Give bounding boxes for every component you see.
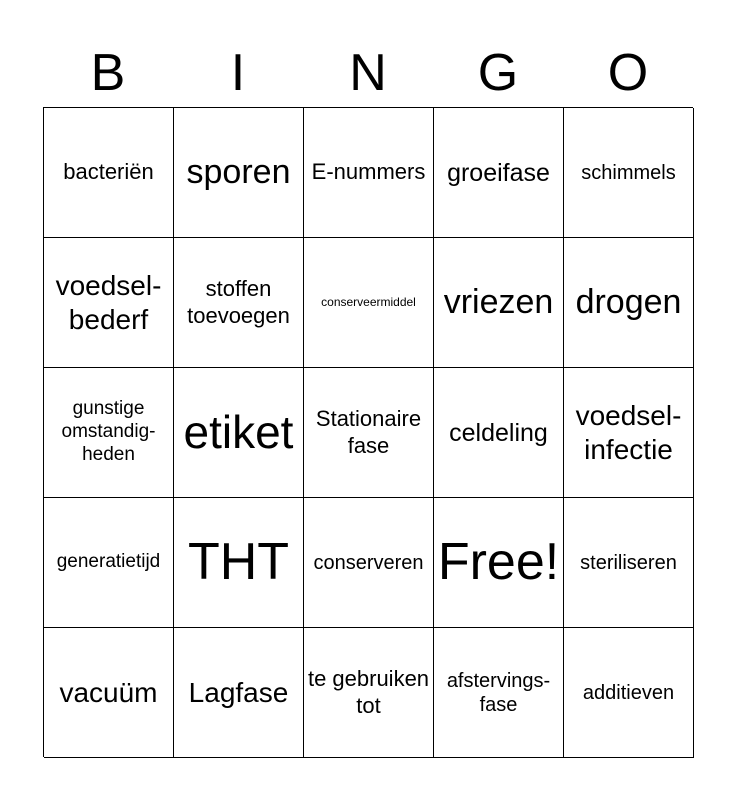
bingo-cell[interactable]: voedsel-infectie bbox=[564, 368, 694, 498]
bingo-cell[interactable]: drogen bbox=[564, 238, 694, 368]
bingo-header bbox=[43, 40, 693, 106]
bingo-cell[interactable]: conserveren bbox=[304, 498, 434, 628]
bingo-cell[interactable]: conserveermiddel bbox=[304, 238, 434, 368]
bingo-cell[interactable]: Lagfase bbox=[174, 628, 304, 758]
bingo-cell[interactable]: generatietijd bbox=[44, 498, 174, 628]
bingo-cell[interactable]: vacuüm bbox=[44, 628, 174, 758]
header-letter-n: N bbox=[349, 44, 387, 102]
bingo-cell[interactable]: gunstige omstandig-heden bbox=[44, 368, 174, 498]
bingo-cell[interactable]: celdeling bbox=[434, 368, 564, 498]
header-letter-i: I bbox=[230, 44, 246, 102]
bingo-cell[interactable]: etiket bbox=[174, 368, 304, 498]
bingo-cell[interactable]: afstervings-fase bbox=[434, 628, 564, 758]
bingo-cell[interactable]: additieven bbox=[564, 628, 694, 758]
bingo-cell[interactable]: THT bbox=[174, 498, 304, 628]
bingo-cell[interactable]: groeifase bbox=[434, 108, 564, 238]
bingo-board bbox=[43, 107, 693, 757]
bingo-cell[interactable]: voedsel-bederf bbox=[44, 238, 174, 368]
free-space-cell[interactable]: Free! bbox=[434, 498, 564, 628]
bingo-cell[interactable]: stoffen toevoegen bbox=[174, 238, 304, 368]
header-letter-b: B bbox=[90, 44, 126, 102]
bingo-cell[interactable]: E-nummers bbox=[304, 108, 434, 238]
header-letter-o: O bbox=[607, 44, 649, 102]
bingo-cell[interactable]: vriezen bbox=[434, 238, 564, 368]
bingo-cell[interactable]: sporen bbox=[174, 108, 304, 238]
bingo-cell[interactable]: te gebruiken tot bbox=[304, 628, 434, 758]
bingo-cell[interactable]: schimmels bbox=[564, 108, 694, 238]
header-letter-g: G bbox=[477, 44, 519, 102]
bingo-cell[interactable]: Stationaire fase bbox=[304, 368, 434, 498]
bingo-cell[interactable]: steriliseren bbox=[564, 498, 694, 628]
bingo-cell[interactable]: bacteriën bbox=[44, 108, 174, 238]
